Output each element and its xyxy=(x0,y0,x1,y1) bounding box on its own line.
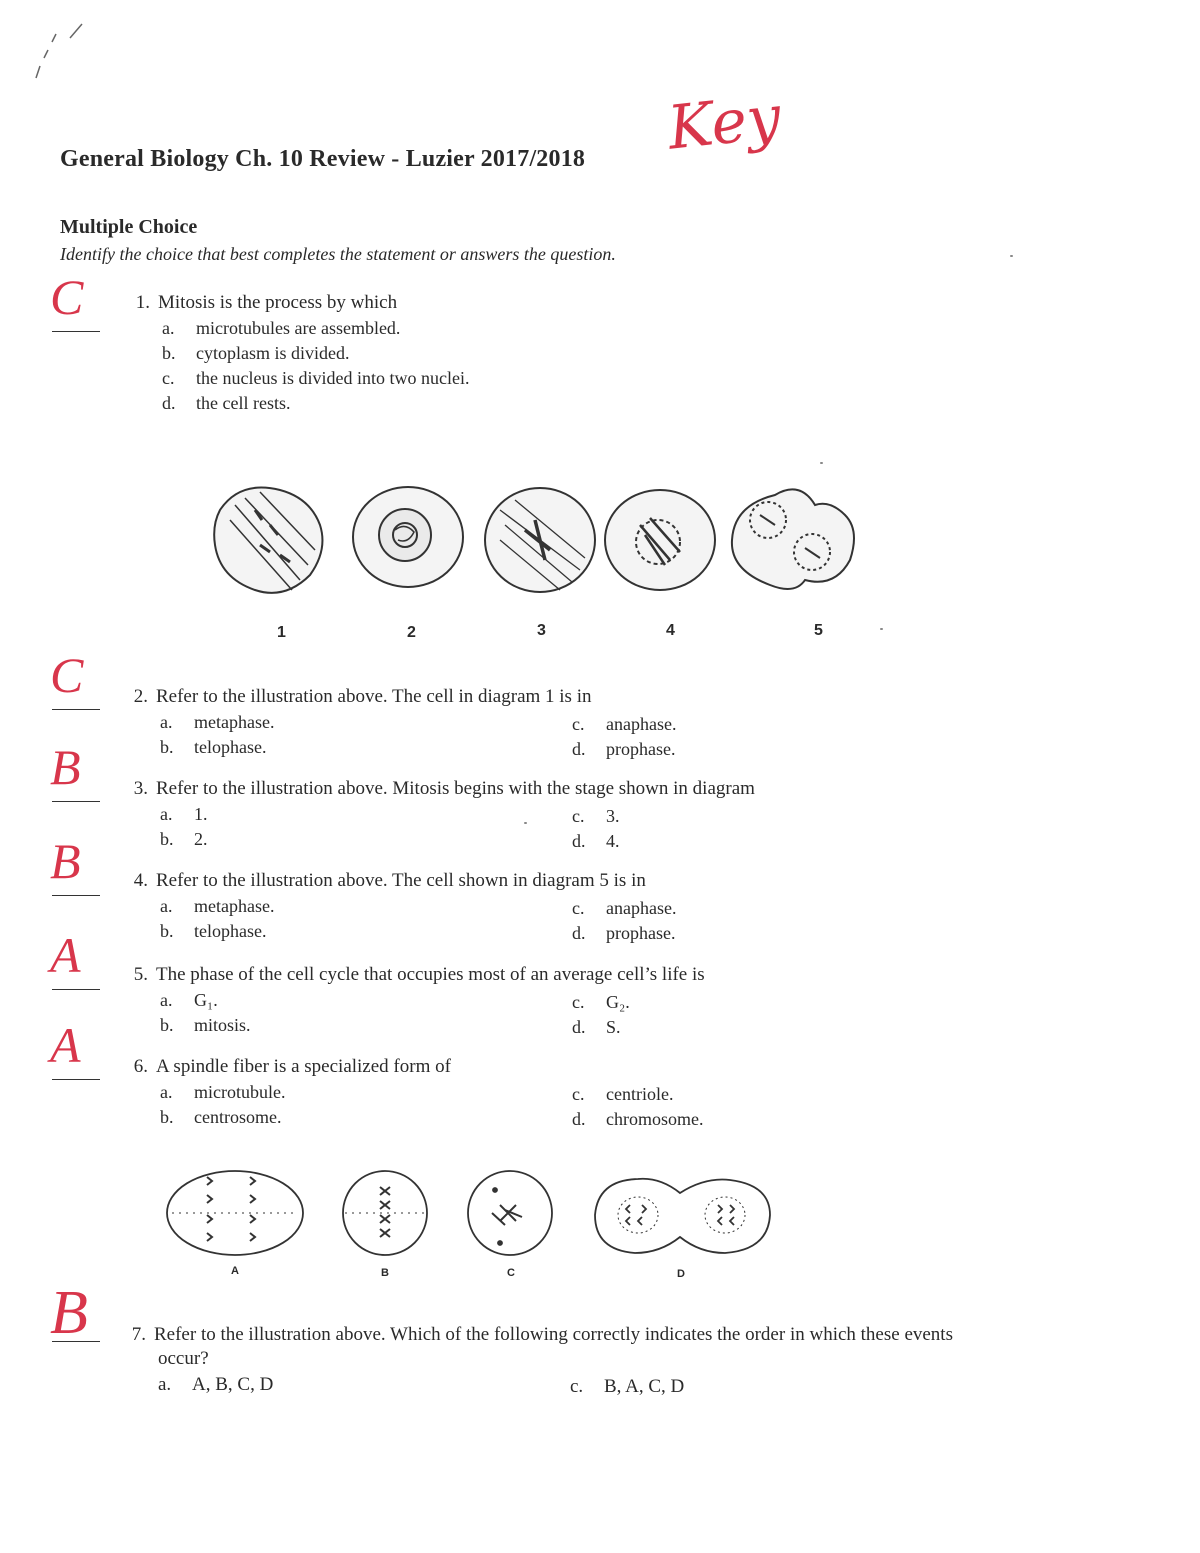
question-text: Refer to the illustration above. Mitosis begins with the stage shown in diagram xyxy=(156,778,755,799)
question-number: 2. xyxy=(133,686,148,707)
option-2a: a. metaphase. xyxy=(160,712,275,732)
option-2b: b. telophase. xyxy=(160,737,267,757)
option-6d: d. chromosome. xyxy=(572,1109,704,1129)
question-text: The phase of the cell cycle that occupies most of an average cell’s life is xyxy=(156,964,705,985)
option-5a: a. G₁. xyxy=(160,990,218,1010)
handwritten-answer: B xyxy=(50,739,81,795)
option-4b: b. telophase. xyxy=(160,921,267,941)
scan-speck xyxy=(524,822,527,824)
handwritten-answer: A xyxy=(50,927,81,983)
question-number: 4. xyxy=(133,870,148,891)
answer-blank-line xyxy=(52,989,100,990)
option-1c: c. the nucleus is divided into two nuclei. xyxy=(162,368,470,388)
stray-pen-marks xyxy=(30,20,90,90)
question-number: 5. xyxy=(133,964,148,985)
figure1-label-1: 1 xyxy=(277,624,286,641)
option-7c: c. B, A, C, D xyxy=(570,1376,685,1397)
option-5b: b. mitosis. xyxy=(160,1015,251,1035)
cell-diagram-4 xyxy=(605,490,715,590)
option-4a: a. metaphase. xyxy=(160,896,275,916)
cell-diagram-5 xyxy=(732,489,854,589)
option-3b: b. 2. xyxy=(160,829,208,849)
cell-diagram-D xyxy=(595,1179,770,1253)
question-number: 7. xyxy=(131,1324,146,1345)
question-number: 3. xyxy=(133,778,148,799)
cell-diagram-C xyxy=(468,1171,552,1255)
figure2-label-D: D xyxy=(677,1268,685,1280)
handwritten-answer: B xyxy=(50,833,81,889)
answer-mark-q4 xyxy=(50,833,102,896)
option-6a: a. microtubule. xyxy=(160,1082,286,1102)
answer-blank-line xyxy=(52,331,100,332)
option-3d: d. 4. xyxy=(572,831,620,851)
scan-speck xyxy=(1010,255,1013,257)
handwritten-answer: C xyxy=(50,269,84,325)
option-7a: a. A, B, C, D xyxy=(158,1374,274,1395)
answer-blank-line xyxy=(52,1079,100,1080)
answer-mark-q7 xyxy=(50,1279,102,1347)
figure2-label-C: C xyxy=(507,1267,515,1279)
option-1b: b. cytoplasm is divided. xyxy=(162,343,350,363)
question-text: Mitosis is the process by which xyxy=(158,292,398,313)
section-heading: Multiple Choice xyxy=(60,216,198,238)
answer-blank-line xyxy=(52,895,100,896)
figure1-label-3: 3 xyxy=(537,622,546,639)
figure1-label-2: 2 xyxy=(407,624,416,641)
answer-mark-q6 xyxy=(50,1017,102,1080)
option-6c: c. centriole. xyxy=(572,1084,674,1104)
question-text: Refer to the illustration above. The cell shown in diagram 5 is in xyxy=(156,870,646,891)
handwritten-answer: A xyxy=(50,1017,81,1073)
option-2c: c. anaphase. xyxy=(572,714,677,734)
option-6b: b. centrosome. xyxy=(160,1107,282,1127)
answer-blank-line xyxy=(52,709,100,710)
answer-mark-q2 xyxy=(50,647,102,710)
question-number: 6. xyxy=(133,1056,148,1077)
option-5d: d. S. xyxy=(572,1017,621,1037)
option-1a: a. microtubules are assembled. xyxy=(162,318,401,338)
option-4c: c. anaphase. xyxy=(572,898,677,918)
figure1-label-4: 4 xyxy=(666,622,675,639)
cell-diagram-1 xyxy=(214,488,322,593)
option-2d: d. prophase. xyxy=(572,739,676,759)
scan-speck xyxy=(820,462,823,464)
question-text: Refer to the illustration above. The cell in diagram 1 is in xyxy=(156,686,592,707)
question-text: Refer to the illustration above. Which of the following correctly indicates the order in which these events xyxy=(154,1324,953,1345)
option-4d: d. prophase. xyxy=(572,923,676,943)
option-5c: c. G₂. xyxy=(572,992,630,1012)
handwritten-answer: B xyxy=(50,1279,88,1347)
key-handwritten-note: Key xyxy=(664,82,784,164)
option-3c: c. 3. xyxy=(572,806,620,826)
question-text: A spindle fiber is a specialized form of xyxy=(156,1056,451,1077)
cell-diagram-2 xyxy=(353,487,463,587)
handwritten-answer: C xyxy=(50,647,84,703)
mitosis-figure-1 xyxy=(200,470,880,610)
cell-diagram-A xyxy=(167,1171,303,1255)
answer-mark-q5 xyxy=(50,927,102,990)
answer-mark-q3 xyxy=(50,739,102,802)
figure1-label-5: 5 xyxy=(814,622,823,639)
figure2-label-A: A xyxy=(231,1265,239,1277)
cell-diagram-3 xyxy=(485,488,595,592)
answer-mark-q1 xyxy=(50,269,102,332)
page-title: General Biology Ch. 10 Review - Luzier 2017/2018 xyxy=(60,146,586,172)
answer-blank-line xyxy=(52,1341,100,1342)
mitosis-figure-2 xyxy=(160,1165,780,1265)
scan-speck xyxy=(880,628,883,630)
option-1d: d. the cell rests. xyxy=(162,393,291,413)
section-instructions: Identify the choice that best completes the statement or answers the question. xyxy=(60,244,616,264)
answer-blank-line xyxy=(52,801,100,802)
cell-diagram-B xyxy=(343,1171,427,1255)
option-3a: a. 1. xyxy=(160,804,208,824)
question-number: 1. xyxy=(135,292,150,313)
question-7-continuation: occur? xyxy=(158,1348,209,1369)
figure2-label-B: B xyxy=(381,1267,389,1279)
